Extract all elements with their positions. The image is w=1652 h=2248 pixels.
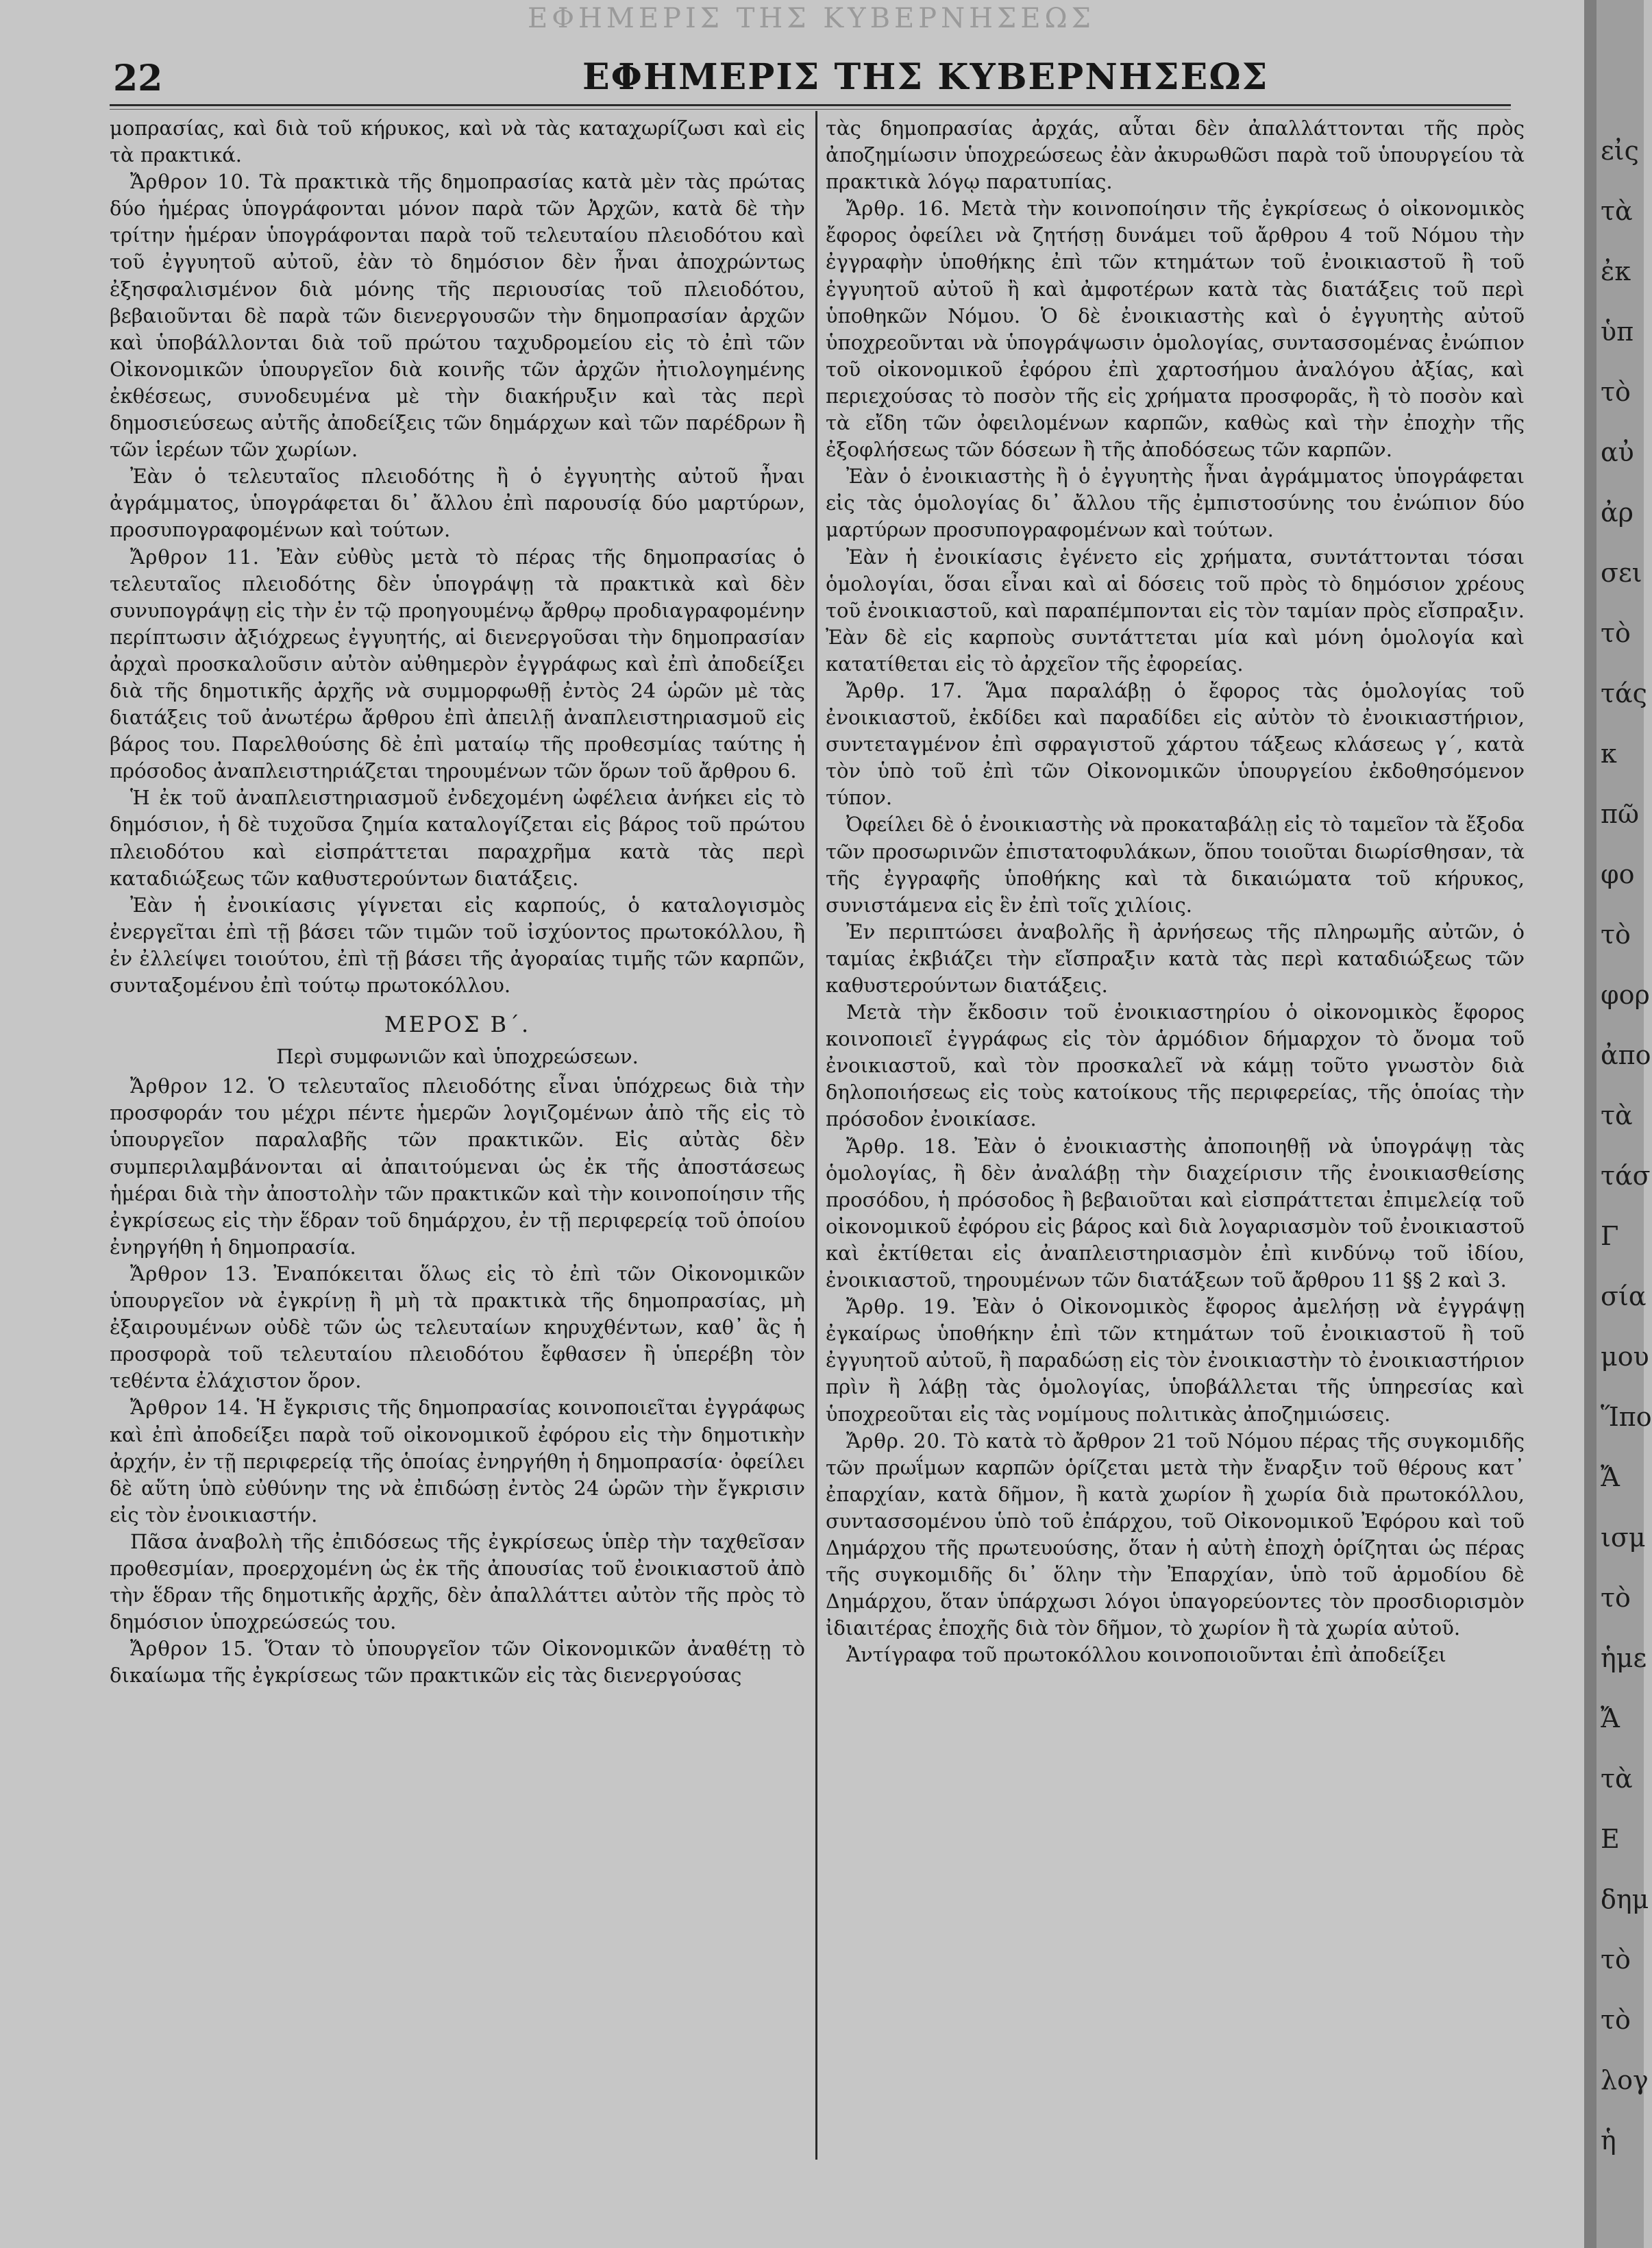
strip-fragment: ἀρ <box>1601 497 1634 528</box>
article-11 <box>110 544 805 785</box>
strip-fragment: τὸ <box>1601 1944 1631 1975</box>
article-label: Ἄρθρ. 20. <box>846 1429 948 1453</box>
paragraph: Ἐὰν ὁ ἐνοικιαστὴς ἢ ὁ ἐγγυητὴς ἦναι ἀγράμματος ὑπογράφεται εἰς τὰς ὁμολογίας δι᾽ ἄλλου τῆς ἐμπιστοσύνης του ἐνώπιον δύο μαρτύρων προσυπογραφομένων καὶ τούτων. <box>826 465 1525 542</box>
section-subheading: Περὶ συμφωνιῶν καὶ ὑποχρεώσεων. <box>276 1045 639 1069</box>
strip-fragment: εἰς <box>1601 136 1639 166</box>
left-column <box>110 115 805 2164</box>
strip-fragment: κ <box>1601 739 1617 769</box>
strip-fragment: τὸ <box>1601 2005 1631 2035</box>
strip-fragment: τάσ <box>1601 1161 1651 1191</box>
strip-fragment: Ἄ <box>1601 1462 1620 1492</box>
article-12 <box>110 1073 805 1261</box>
article-label: Ἄρθρ. 18. <box>846 1134 958 1158</box>
article-text: Τὰ πρακτικὰ τῆς δημοπρασίας κατὰ μὲν τὰς πρώτας δύο ἡμέρας ὑπογράφονται μόνον παρὰ τῶν Ἀρχῶν, κατὰ δὲ τὴν τρίτην ἡμέραν ὑπογράφονται παρὰ τοῦ τελευταίου πλειοδότου καὶ τοῦ ἐγγυητοῦ αὐτοῦ, ἐὰν τὸ δημόσιον δὲν ἦναι ἀποχρώντως ἐξησφαλισμένον διὰ μόνης τῆς περιουσίας τοῦ πλειοδότου, βεβαιοῦνται δὲ παρὰ τῶν διενεργουσῶν τὴν δημοπρασίαν ἀρχῶν καὶ ὑποβάλλονται διὰ τοῦ πρώτου ταχυδρομείου εἰς τὸ ἐπὶ τῶν Οἰκονομικῶν ὑπουργεῖον διὰ κοινῆς τῶν ἀρχῶν ἠτιολογημένης ἐκθέσεως, συνοδευμένα μὲ τὴν διακήρυξιν καὶ τὰς περὶ δημοσιεύσεως αὐτῆς ἀποδείξεις τῶν δημάρχων καὶ τῶν παρέδρων ἢ τῶν ἱερέων τῶν χωρίων. <box>110 170 805 462</box>
article-19 <box>826 1294 1525 1427</box>
paragraph: Πᾶσα ἀναβολὴ τῆς ἐπιδόσεως τῆς ἐγκρίσεως ὑπὲρ τὴν ταχθεῖσαν προθεσμίαν, προερχομένη ὡς ἐκ τῆς ἀπουσίας τοῦ ἐνοικιαστοῦ ἀπὸ τὴν ἕδραν τῆς δημοτικῆς ἀρχῆς, δὲν ἀπαλλάττει αὐτὸν τῆς πρὸς τὸ δημόσιον ὑποχρεώσεώς του. <box>110 1529 805 1634</box>
paragraph: Ἐὰν ἡ ἐνοικίασις ἐγένετο εἰς χρήματα, συντάττονται τόσαι ὁμολογίαι, ὅσαι εἶναι καὶ αἱ δόσεις τοῦ πρὸς τὸ δημόσιον χρέους τοῦ ἐνοικιαστοῦ, καὶ παραπέμπονται εἰς τὸν ταμίαν πρὸς εἴσπραξιν. Ἐὰν δὲ εἰς καρποὺς συντάττεται μία καὶ μόνη ὁμολογία καὶ κατατίθεται εἰς τὸ ἀρχεῖον τῆς ἐφορείας. <box>826 545 1525 676</box>
paragraph: μοπρασίας, καὶ διὰ τοῦ κήρυκος, καὶ νὰ τὰς καταχωρίζωσι καὶ εἰς τὰ πρακτικά. <box>110 116 805 167</box>
article-text: Ὁ τελευταῖος πλειοδότης εἶναι ὑπόχρεως διὰ τὴν προσφοράν του μέχρι πέντε ἡμερῶν λογιζομένων ἀπὸ τῆς εἰς τὸ ὑπουργεῖον παραλαβῆς τῶν πρακτικῶν. Εἰς αὐτὰς δὲν συμπεριλαμβάνονται αἱ ἀπαιτούμεναι ὡς ἐκ τῆς ἀποστάσεως ἡμέραι διὰ τὴν ἀποστολὴν τῶν πρακτικῶν καὶ τὴν κοινοποίησιν τῆς ἐγκρίσεως εἰς τὴν ἕδραν τοῦ δημάρχου, ἐν τῇ περιφερείᾳ τοῦ ὁποίου ἐνηργήθη ἡ δημοπρασία. <box>110 1074 805 1259</box>
section-heading: ΜΕΡΟΣ Β΄. <box>384 1011 531 1038</box>
article-label: Ἄρθρ. 16. <box>846 197 951 221</box>
header-rule <box>110 104 1511 106</box>
article-15 <box>110 1635 805 1689</box>
article-17 <box>826 678 1525 811</box>
article-20 <box>826 1428 1525 1642</box>
bleed-through-text: ΕΦΗΜΕΡΙΣ ΤΗΣ ΚΥΒΕΡΝΗΣΕΩΣ <box>528 3 1095 34</box>
article-text: Ἡ ἔγκρισις τῆς δημοπρασίας κοινοποιεῖται ἐγγράφως καὶ ἐπὶ ἀποδείξει παρὰ τοῦ οἰκονομικοῦ ἐφόρου εἰς τὴν δημοτικὴν ἀρχήν, ἐν τῇ περιφερείᾳ τῆς ὁποίας ἐνηργήθη ἡ δημοπρασία· ὀφείλει δὲ αὕτη ὑπὸ εὐθύνην της νὰ ἐπιδώσῃ ἐντὸς 24 ὡρῶν τὴν ἔγκρισιν εἰς τὸν ἐνοικιαστήν. <box>110 1396 806 1527</box>
strip-fragment: τὸ <box>1601 618 1631 648</box>
article-label: Ἄρθρ. 19. <box>846 1295 957 1319</box>
header-rule-thin <box>110 109 1511 110</box>
article-16 <box>826 195 1525 463</box>
strip-fragment: ἡ <box>1601 2125 1616 2156</box>
article-label: Ἄρθρον 14. <box>130 1396 250 1420</box>
strip-fragment: φο <box>1601 859 1635 889</box>
article-13 <box>110 1261 805 1394</box>
strip-fragment: τὰ <box>1601 1764 1633 1794</box>
page-gutter-shadow <box>1584 0 1596 2248</box>
article-text: Ὅταν τὸ ὑπουργεῖον τῶν Οἰκονομικῶν ἀναθέτῃ τὸ δικαίωμα τῆς ἐγκρίσεως τῶν πρακτικῶν εἰς τὰς διενεργούσας <box>110 1637 805 1688</box>
adjacent-page-strip <box>1596 0 1652 2248</box>
strip-fragment: ισμ <box>1601 1522 1646 1553</box>
strip-fragment: τὰ <box>1601 1100 1633 1131</box>
paragraph: Μετὰ τὴν ἔκδοσιν τοῦ ἐνοικιαστηρίου ὁ οἰκονομικὸς ἔφορος κοινοποιεῖ ἐγγράφως εἰς τὸν ἁρμόδιον δήμαρχον τὸ ὄνομα τοῦ ἐνοικιαστοῦ, καὶ τὸν προσκαλεῖ νὰ κάμῃ τοῦτο γνωστὸν διὰ δηλοποιήσεως εἰς τοὺς κατοίκους τῆς περιφερείας, τῆς ὁποίας τὴν πρόσοδον ἐνοικίασε. <box>826 1000 1525 1131</box>
column-rule <box>815 111 817 2160</box>
strip-fragment: μου <box>1601 1342 1649 1372</box>
paragraph: Ὀφείλει δὲ ὁ ἐνοικιαστὴς νὰ προκαταβάλῃ εἰς τὸ ταμεῖον τὰ ἔξοδα τῶν προσωρινῶν ἐπιστατοφυλάκων, ὅπου τοιοῦται διωρίσθησαν, τὰ τῆς ἐγγραφῆς ὑποθήκης καὶ τὰ δικαιώματα τοῦ κήρυκος, συνιστάμενα εἰς ἓν ἐπὶ τοῖς χιλίοις. <box>826 813 1525 917</box>
article-text: Τὸ κατὰ τὸ ἄρθρον 21 τοῦ Νόμου πέρας τῆς συγκομιδῆς τῶν πρωΐμων καρπῶν ὁρίζεται μετὰ τὴν ἔναρξιν τοῦ θέρους κατ᾽ ἐπαρχίαν, κατὰ δῆμον, ἢ κατὰ χωρίον ἢ χωρία διὰ πρωτοκόλλου, συντασσομένου ὑπὸ τοῦ ἐπάρχου, τοῦ Οἰκονομικοῦ Ἐφόρου καὶ τοῦ Δημάρχου τῆς πρωτευούσης, ὅταν ἡ αὐτὴ ἐποχὴ ὁρίζηται ὡς πέρας τῆς συγκομιδῆς δι᾽ ὅλην τὴν Ἐπαρχίαν, ὑπὸ τοῦ ἁρμοδίου δὲ Δημάρχου, ὅταν ὑπάρχωσι λόγοι ὑπαγορεύοντες τὸν προσδιορισμὸν ἰδιαιτέρας ἐποχῆς διὰ τὸν δῆμον, τὸ χωρίον ἢ τὰ χωρία αὐτοῦ. <box>826 1429 1525 1640</box>
article-label: Ἄρθρον 13. <box>130 1261 258 1285</box>
article-label: Ἄρθρ. 17. <box>846 678 963 702</box>
right-column <box>826 115 1525 2164</box>
article-label: Ἄρθρον 10. <box>130 170 251 194</box>
strip-fragment: ἡμε <box>1601 1643 1647 1673</box>
article-text: Ἐναπόκειται ὅλως εἰς τὸ ἐπὶ τῶν Οἰκονομικῶν ὑπουργεῖον νὰ ἐγκρίνῃ ἢ μὴ τὰ πρακτικὰ τῆς δημοπρασίας, μὴ ἐξαιρουμένων οὐδὲ τῶν ὡς τελευταίων κηρυχθέντων, καθ᾽ ἃς ἡ προσφορὰ τοῦ τελευταίου πλειοδότου ἔφθασεν ἢ ὑπερέβη τὸν τεθέντα ἐλάχιστον ὅρον. <box>110 1261 805 1393</box>
article-label: Ἄρθρον 15. <box>130 1637 254 1661</box>
strip-fragment: φορ <box>1601 980 1650 1010</box>
paragraph: τὰς δημοπρασίας ἀρχάς, αὗται δὲν ἀπαλλάττονται τῆς πρὸς ἀποζημίωσιν ὑποχρεώσεως ἐὰν ἀκυρωθῶσι παρὰ τοῦ ὑπουργείου τὰ πρακτικὰ λόγῳ παρατυπίας. <box>826 116 1525 194</box>
paragraph: Ἐὰν ὁ τελευταῖος πλειοδότης ἢ ὁ ἐγγυητὴς αὐτοῦ ἦναι ἀγράμματος, ὑπογράφεται δι᾽ ἄλλου ἐπὶ παρουσίᾳ δύο μαρτύρων, προσυπογραφομένων καὶ τούτων. <box>110 465 805 542</box>
strip-fragment: τὸ <box>1601 377 1631 407</box>
article-text: Ἐὰν εὐθὺς μετὰ τὸ πέρας τῆς δημοπρασίας ὁ τελευταῖος πλειοδότης δὲν ὑπογράψῃ τὰ πρακτικὰ καὶ δὲν συνυπογράψῃ εἰς τὴν ἐν τῷ προηγουμένῳ ἄρθρῳ προδιαγραφομένην περίπτωσιν ἀξιόχρεως ἐγγυητής, αἱ διενεργοῦσαι τὴν δημοπρασίαν ἀρχαὶ προσκαλοῦσιν αὐτὸν αὐθημερὸν ἐγγράφως καὶ ἐπὶ ἀποδείξει διὰ τῆς δημοτικῆς ἀρχῆς νὰ συμμορφωθῇ ἐντὸς 24 ὡρῶν μὲ τὰς διατάξεις τοῦ ἀνωτέρω ἄρθρου ἐπὶ ἀπειλῇ ἀναπλειστηριασμοῦ εἰς βάρος του. Παρελθούσης δὲ ἐπὶ ματαίῳ τῆς προθεσμίας ταύτης ἡ πρόσοδος ἀναπλειστηριάζεται τηρουμένων τῶν ὅρων τοῦ ἄρθρου 6. <box>110 545 805 783</box>
strip-fragment: σει <box>1601 558 1642 588</box>
article-10 <box>110 169 805 463</box>
article-14 <box>110 1394 805 1528</box>
strip-fragment: αὐ <box>1601 437 1634 467</box>
strip-fragment: τὸ <box>1601 1583 1631 1613</box>
strip-fragment: ἐκ <box>1601 256 1631 286</box>
article-label: Ἄρθρον 12. <box>130 1074 256 1098</box>
article-text: Μετὰ τὴν κοινοποίησιν τῆς ἐγκρίσεως ὁ οἰκονομικὸς ἔφορος ὀφείλει νὰ ζητήσῃ δυνάμει τοῦ ἄρθρου 4 τοῦ Νόμου τὴν ἐγγραφὴν ὑποθήκης ἐπὶ τῶν κτημάτων τοῦ ἐνοικιαστοῦ ἢ τοῦ ἐγγυητοῦ αὐτοῦ ἢ καὶ ἀμφοτέρων κατὰ τὰς διατάξεις τοῦ περὶ ὑποθηκῶν Νόμου. Ὁ δὲ ἐνοικιαστὴς καὶ ὁ ἐγγυητὴς αὐτοῦ ὑποχρεοῦνται νὰ ὑπογράψωσιν ὁμολογίας, συντασσομένας ἐνώπιον τοῦ οἰκονομικοῦ ἐφόρου ἐπὶ χαρτοσήμου ἀναλόγου ἀξίας, καὶ περιεχούσας τὸ ποσὸν τῆς εἰς χρήματα προσφορᾶς, ἢ τὸ ποσὸν καὶ τὰ εἴδη τῶν ὀφειλομένων καρπῶν, καθὼς καὶ τὴν ἐποχὴν τῆς ἐξοφλήσεως τῶν δόσεων ἢ τῆς ἀποδόσεως τῶν καρπῶν. <box>826 197 1525 462</box>
strip-fragment: δημ <box>1601 1884 1649 1914</box>
article-text: Ἐὰν ὁ ἐνοικιαστὴς ἀποποιηθῇ νὰ ὑπογράψῃ τὰς ὁμολογίας, ἢ δὲν ἀναλάβῃ τὴν διαχείρισιν τῆς ἐνοικιασθείσης προσόδου, ἡ πρόσοδος ἢ βεβαιοῦται καὶ εἰσπράττεται ἐπιμελείᾳ τοῦ οἰκονομικοῦ ἐφόρου εἰς βάρος καὶ διὰ λογαριασμὸν τοῦ ἐνοικιαστοῦ καὶ ἐκτίθεται εἰς ἀναπλειστηριασμὸν ἐπὶ κινδύνῳ τοῦ ἰδίου, ἐνοικιαστοῦ, τηρουμένων τῶν διατάξεων τοῦ ἄρθρου 11 §§ 2 καὶ 3. <box>826 1134 1525 1292</box>
strip-fragment: τὸ <box>1601 919 1631 950</box>
paragraph: Ἀντίγραφα τοῦ πρωτοκόλλου κοινοποιοῦνται ἐπὶ ἀποδείξει <box>846 1643 1446 1667</box>
strip-fragment: σία <box>1601 1281 1647 1311</box>
page-number: 22 <box>113 58 163 99</box>
article-18 <box>826 1133 1525 1294</box>
strip-fragment: Ε <box>1601 1824 1620 1854</box>
article-text: Ἅμα παραλάβῃ ὁ ἔφορος τὰς ὁμολογίας τοῦ ἐνοικιαστοῦ, ἐκδίδει καὶ παραδίδει εἰς αὐτὸν τὸ ἐνοικιαστήριον, συντεταγμένον ἐπὶ σφραγιστοῦ χάρτου τάξεως κλάσεως γ΄, κατὰ τὸν ὑπὸ τοῦ ἐπὶ τῶν Οἰκονομικῶν ὑπουργείου ἐκδοθησόμενον τύπον. <box>826 678 1525 810</box>
strip-fragment: τάς <box>1601 678 1647 708</box>
strip-fragment: πῶ <box>1601 799 1639 829</box>
strip-fragment: λογ <box>1601 2065 1649 2095</box>
strip-fragment: τὰ <box>1601 196 1633 226</box>
paragraph: Ἡ ἐκ τοῦ ἀναπλειστηριασμοῦ ἐνδεχομένη ὠφέλεια ἀνήκει εἰς τὸ δημόσιον, ἡ δὲ τυχοῦσα ζημία καταλογίζεται εἰς βάρος τοῦ πρώτου πλειοδότου καὶ εἰσπράττεται παραχρῆμα κατὰ τὰς περὶ καταδιώξεως τῶν καθυστερούντων διατάξεις. <box>110 786 805 890</box>
running-head: ΕΦΗΜΕΡΙΣ ΤΗΣ ΚΥΒΕΡΝΗΣΕΩΣ <box>582 56 1269 98</box>
article-label: Ἄρθρον 11. <box>130 545 260 569</box>
article-text: Ἐὰν ὁ Οἰκονομικὸς ἔφορος ἀμελήσῃ νὰ ἐγγράψῃ ἐγκαίρως ὑποθήκην ἐπὶ τῶν κτημάτων τοῦ ἐνοικιαστοῦ ἢ τοῦ ἐγγυητοῦ αὐτοῦ, ἢ παραδώσῃ εἰς τὸν ἐνοικιαστὴν τὸ ἐνοικιαστήριον πρὶν ἢ λάβῃ τὰς ὁμολογίας, ὑποβάλλεται τῆς ὑπηρεσίας καὶ ὑποχρεοῦται εἰς τὰς νομίμους πολιτικὰς ἀποζημιώσεις. <box>826 1295 1525 1426</box>
strip-fragment: Ἵπο <box>1601 1402 1652 1432</box>
paragraph: Ἐὰν ἡ ἐνοικίασις γίγνεται εἰς καρπούς, ὁ καταλογισμὸς ἐνεργεῖται ἐπὶ τῇ βάσει τῶν τιμῶν τοῦ ἰσχύοντος πρωτοκόλλου, ἢ ἐν ἐλλείψει τοιούτου, ἐπὶ τῇ βάσει τῆς ἀγοραίας τιμῆς τῶν καρπῶν, συνταξομένου ἐπὶ τούτῳ πρωτοκόλλου. <box>110 893 805 997</box>
paragraph: Ἐν περιπτώσει ἀναβολῆς ἢ ἀρνήσεως τῆς πληρωμῆς αὐτῶν, ὁ ταμίας ἐκβιάζει τὴν εἴσπραξιν κατὰ τὰς περὶ καταδιώξεως τῶν καθυστερούντων διατάξεις. <box>826 919 1525 997</box>
strip-fragment: ἀπο <box>1601 1040 1651 1070</box>
strip-fragment: Ἄ <box>1601 1703 1620 1733</box>
strip-fragment: Γ <box>1601 1221 1619 1251</box>
strip-fragment: ὑπ <box>1601 317 1634 347</box>
